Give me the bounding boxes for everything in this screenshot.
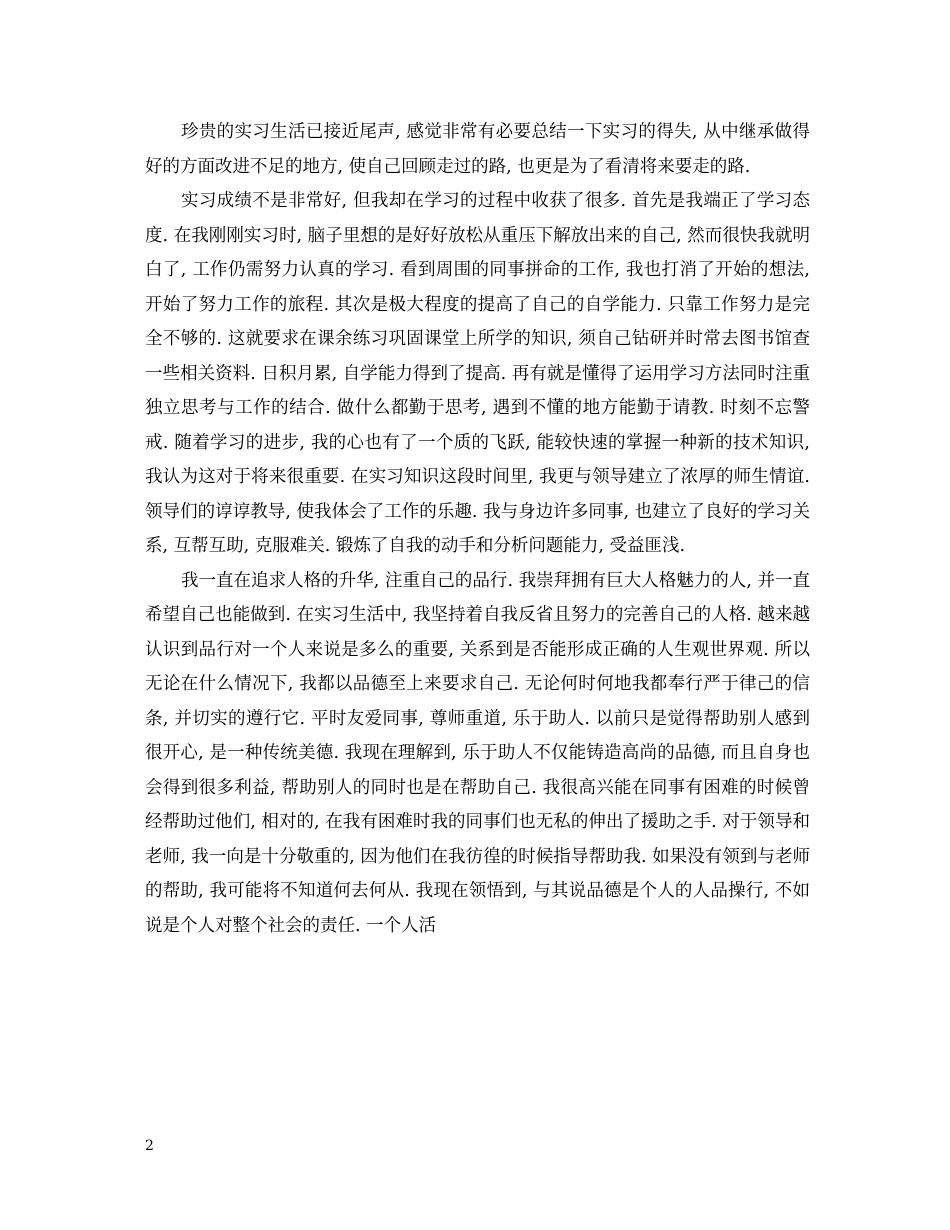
page-number: 2 [145,1138,154,1154]
document-body [145,115,810,943]
paragraph-intro: 珍贵的实习生活已接近尾声, 感觉非常有必要总结一下实习的得失, 从中继承做得好的方面改进不足的地方, 使自己回顾走过的路, 也更是为了看清将来要走的路. [145,122,810,177]
paragraph-study-gains: 实习成绩不是非常好, 但我却在学习的过程中收获了很多. 首先是我端正了学习态度. 在我刚刚实习时, 脑子里想的是好好放松从重压下解放出来的自己, 然而很快我就明白了, 工作仍需努力认真的学习. 看到周围的同事拼命的工作, 我也打消了开始的想法, 开始了努力工作的旅程. 其次是极大程度的提高了自己的自学能力. 只靠工作努力是完全不够的. 这就要求在课余练习巩固课堂上所学的知识, 须自己钻研并时常去图书馆查一些相关资料. 日积月累, 自学能力得到了提高. 再有就是懂得了运用学习方法同时注重独立思考与工作的结合. 做什么都勤于思考, 遇到不懂的地方能勤于请教. 时刻不忘警戒. 随着学习的进步, 我的心也有了一个质的飞跃, 能较快速的掌握一种新的技术知识, 我认为这对于将来很重要. 在实习知识这段时间里, 我更与领导建立了浓厚的师生情谊. 领导们的谆谆教导, 使我体会了工作的乐趣. 我与身边许多同事, 也建立了良好的学习关系, 互帮互助, 克服难关. 锻炼了自我的动手和分析问题能力, 受益匪浅. [145,191,810,556]
paragraph-character: 我一直在追求人格的升华, 注重自己的品行. 我崇拜拥有巨大人格魅力的人, 并一直希望自己也能做到. 在实习生活中, 我坚持着自我反省且努力的完善自己的人格. 越来越认识到品行对一个人来说是多么的重要, 关系到是否能形成正确的人生观世界观. 所以无论在什么情况下, 我都以品德至上来要求自己. 无论何时何地我都奉行严于律己的信条, 并切实的遵行它. 平时友爱同事, 尊师重道, 乐于助人. 以前只是觉得帮助别人感到很开心, 是一种传统美德. 我现在理解到, 乐于助人不仅能铸造高尚的品德, 而且自身也会得到很多利益, 帮助别人的同时也是在帮助自己. 我很高兴能在同事有困难的时候曾经帮助过他们, 相对的, 在我有困难时我的同事们也无私的伸出了援助之手. 对于领导和老师, 我一向是十分敬重的, 因为他们在我彷徨的时候指导帮助我. 如果没有领到与老师的帮助, 我可能将不知道何去何从. 我现在领悟到, 与其说品德是个人的人品操行, 不如说是个人对整个社会的责任. 一个人活 [145,570,810,936]
